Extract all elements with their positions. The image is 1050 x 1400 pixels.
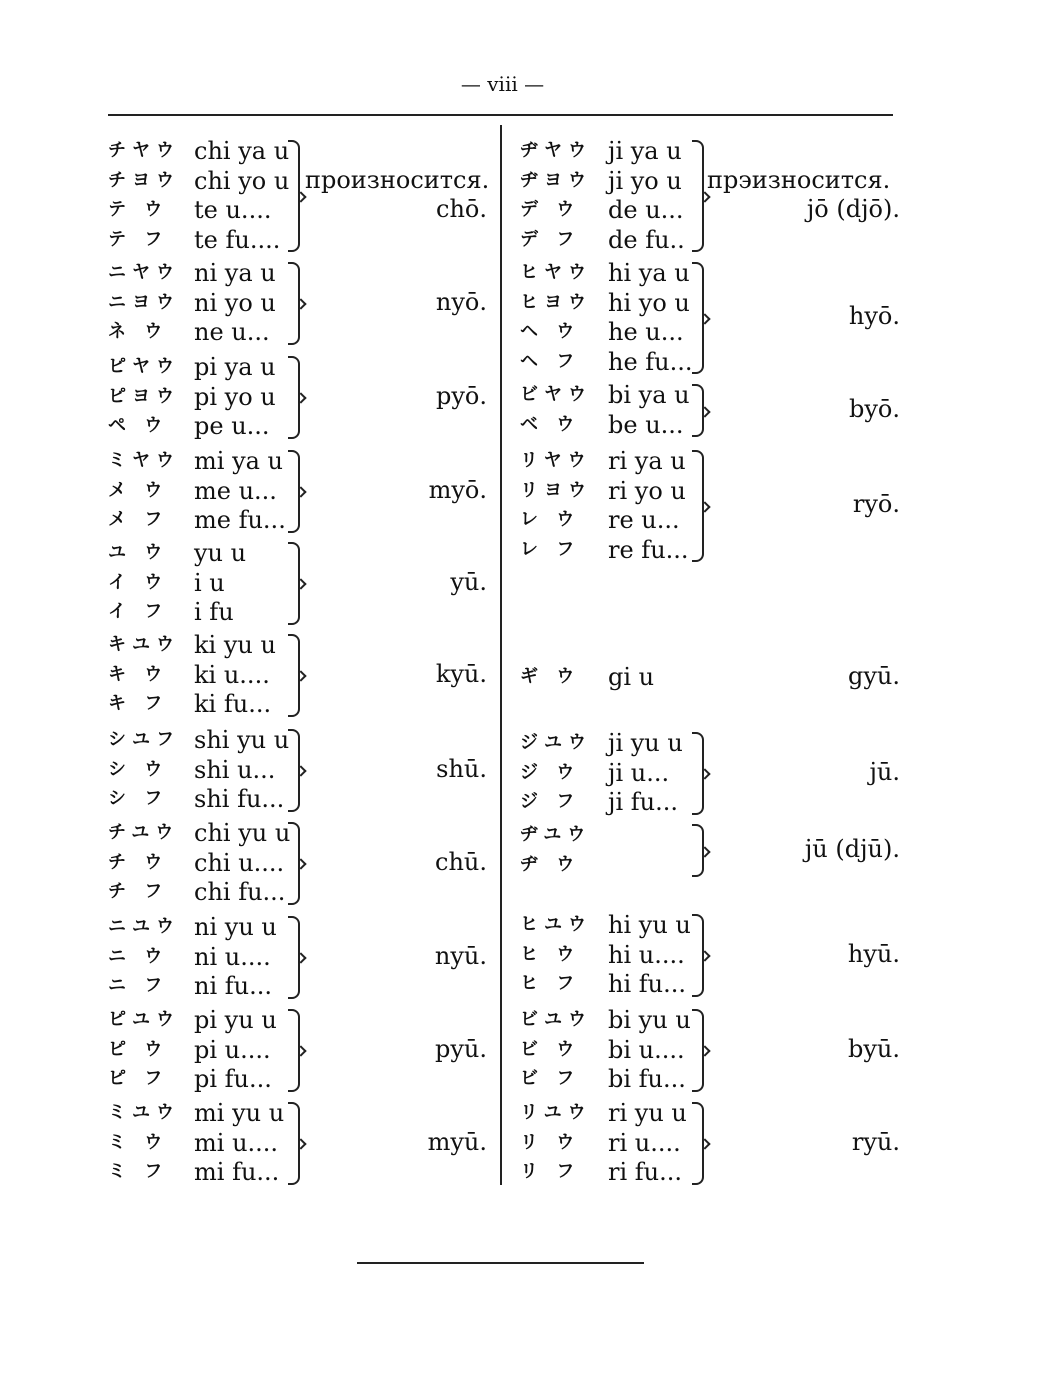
kana-spelling: ヒヤウ [520, 262, 592, 283]
kana-spelling: ヒヨウ [520, 291, 592, 313]
romaji-spelling: ri yo u [608, 476, 686, 505]
romaji-spelling: ni fu... [194, 972, 272, 1000]
romaji-spelling: de u... [608, 196, 684, 224]
kana-spelling: ピ フ [108, 1068, 169, 1089]
kana-spelling: ジ フ [520, 791, 581, 812]
romaji-spelling: ri fu... [608, 1158, 683, 1186]
pronounced-label: прэизносится. [707, 165, 891, 194]
kana-spelling: ヒ ウ [520, 943, 581, 965]
kana-spelling: ヂユウ [520, 824, 592, 845]
romaji-spelling: mi fu... [194, 1158, 280, 1186]
romaji-spelling: ki u.... [194, 660, 270, 689]
kana-spelling: イ フ [108, 601, 169, 622]
romaji-spelling: chi yu u [194, 819, 291, 847]
romaji-spelling: hi ya u [608, 259, 690, 287]
romaji-spelling: pi yo u [194, 382, 276, 411]
pronunciation: byō. [849, 394, 900, 423]
kana-spelling: ピ ウ [108, 1038, 169, 1060]
kana-spelling: ヂ ウ [520, 853, 581, 875]
romaji-spelling: de fu.. [608, 225, 685, 254]
kana-spelling: ニヤウ [108, 262, 180, 283]
romaji-spelling: ji u... [608, 758, 670, 787]
romaji-spelling: shi u... [194, 755, 276, 784]
romaji-spelling: mi ya u [194, 447, 284, 475]
romaji-spelling: pi u.... [194, 1035, 271, 1064]
pronunciation: chū. [435, 847, 487, 876]
kana-spelling: ビ ウ [520, 1038, 581, 1060]
kana-spelling: デ フ [520, 228, 581, 250]
romaji-spelling: re fu... [608, 535, 689, 564]
bottom-rule [357, 1262, 644, 1264]
kana-spelling: レ フ [520, 538, 581, 560]
kana-spelling: ビユウ [520, 1009, 592, 1030]
kana-spelling: チヤウ [108, 140, 180, 161]
romaji-spelling: bi fu... [608, 1065, 686, 1093]
romaji-spelling: yu u [194, 539, 247, 567]
pronunciation: yū. [450, 567, 487, 596]
kana-spelling: テ ウ [108, 199, 169, 220]
pronunciation: hyō. [848, 302, 900, 331]
romaji-spelling: i fu [194, 598, 234, 626]
romaji-spelling: bi ya u [608, 381, 690, 409]
kana-spelling: キ フ [108, 693, 169, 714]
pronunciation: pyū. [434, 1034, 487, 1063]
romaji-spelling: ji yu u [608, 729, 683, 757]
pronunciation: gyū. [847, 662, 900, 690]
romaji-spelling: ni yu u [194, 913, 277, 941]
kana-spelling: ピユウ [108, 1009, 180, 1030]
pronunciation: jū. [869, 757, 900, 786]
kana-spelling: メ フ [108, 509, 169, 530]
romaji-spelling: ni yo u [194, 288, 276, 317]
kana-spelling: ミヤウ [108, 450, 180, 471]
kana-spelling: ミ ウ [108, 1131, 169, 1153]
romaji-spelling: he u... [608, 318, 684, 346]
romaji-spelling: ji fu... [608, 788, 678, 816]
kana-spelling: ヘ フ [520, 350, 581, 372]
kana-spelling: ニ ウ [108, 945, 169, 967]
kana-spelling: ビ フ [520, 1068, 581, 1089]
pronunciation: pyō. [436, 381, 487, 410]
kana-spelling: ニユウ [108, 916, 180, 937]
romaji-spelling: bi yu u [608, 1006, 691, 1034]
romaji-spelling: chi ya u [194, 137, 290, 165]
romaji-spelling: ri ya u [608, 447, 686, 475]
kana-spelling: シ ウ [108, 758, 169, 780]
kana-spelling: チユウ [108, 822, 180, 843]
pronunciation: jō (djō). [806, 195, 900, 223]
kana-spelling: ビヤウ [520, 384, 592, 405]
kana-spelling: ミ フ [108, 1161, 169, 1182]
kana-spelling: ヒユウ [520, 914, 592, 935]
kana-spelling: ベ ウ [520, 413, 581, 435]
kana-spelling: ジユウ [520, 732, 592, 753]
kana-spelling: リ フ [520, 1161, 581, 1182]
kana-spelling: シ フ [108, 788, 169, 809]
romaji-spelling: re u... [608, 506, 680, 534]
romaji-spelling: ni ya u [194, 259, 276, 287]
romaji-spelling: chi fu... [194, 878, 286, 906]
kana-spelling: ニ フ [108, 975, 169, 996]
pronunciation: nyō. [435, 287, 487, 316]
romaji-spelling: hi u.... [608, 940, 685, 969]
pronounced-label: произносится. [305, 165, 490, 194]
column-divider [500, 125, 502, 1185]
kana-spelling: ギ ウ [520, 666, 581, 687]
kana-spelling: リヤウ [520, 450, 592, 471]
kana-spelling: テ フ [108, 228, 169, 250]
romaji-spelling: ki fu... [194, 690, 272, 718]
pronunciation: shū. [436, 754, 487, 783]
romaji-spelling: gi u [608, 663, 655, 691]
kana-spelling: ヒ フ [520, 973, 581, 994]
kana-spelling: ペ ウ [108, 415, 169, 436]
romaji-spelling: ne u... [194, 318, 270, 346]
kana-spelling: デ ウ [520, 199, 581, 220]
romaji-spelling: chi u.... [194, 848, 285, 877]
kana-spelling: シユフ [108, 729, 180, 750]
romaji-spelling: hi yo u [608, 288, 690, 317]
pronunciation: nyū. [434, 941, 487, 970]
kana-spelling: ミユウ [108, 1102, 180, 1123]
pronunciation: chō. [436, 195, 487, 223]
romaji-spelling: te u.... [194, 196, 272, 224]
romaji-spelling: pi fu... [194, 1065, 272, 1093]
kana-spelling: リヨウ [520, 479, 592, 501]
romaji-spelling: ri u.... [608, 1128, 681, 1157]
romaji-spelling: hi yu u [608, 911, 691, 939]
pronunciation: kyū. [435, 659, 487, 688]
kana-spelling: イ ウ [108, 571, 169, 593]
kana-spelling: チ フ [108, 881, 169, 902]
kana-spelling: ニヨウ [108, 291, 180, 313]
romaji-spelling: shi fu... [194, 785, 285, 813]
kana-spelling: ヂヨウ [520, 169, 592, 191]
kana-spelling: リ ウ [520, 1131, 581, 1153]
romaji-spelling: he fu... [608, 347, 693, 376]
kana-spelling: レ ウ [520, 509, 581, 530]
romaji-spelling: ri yu u [608, 1099, 687, 1127]
romaji-spelling: me fu... [194, 506, 286, 534]
page-number: — viii — [460, 72, 545, 96]
pronunciation: ryū. [851, 1127, 900, 1156]
pronunciation: myū. [427, 1127, 487, 1156]
romaji-spelling: mi yu u [194, 1099, 285, 1127]
romaji-spelling: be u... [608, 410, 684, 439]
kana-spelling: チヨウ [108, 169, 180, 191]
kana-spelling: リユウ [520, 1102, 592, 1123]
romaji-spelling: ji yo u [608, 166, 682, 195]
pronunciation: jū (djū). [804, 834, 900, 863]
kana-spelling: ヘ ウ [520, 321, 581, 342]
kana-spelling: ネ ウ [108, 321, 169, 342]
romaji-spelling: i u [194, 568, 225, 597]
romaji-spelling: hi fu... [608, 970, 686, 998]
pronunciation: ryō. [852, 490, 900, 519]
romaji-spelling: ki yu u [194, 631, 276, 659]
pronunciation: myō. [428, 475, 487, 504]
romaji-spelling: pi ya u [194, 353, 276, 381]
romaji-spelling: chi yo u [194, 166, 290, 195]
kana-spelling: キユウ [108, 634, 180, 655]
kana-spelling: ピヨウ [108, 385, 180, 407]
pronunciation: byū. [847, 1034, 900, 1063]
kana-spelling: ユ ウ [108, 542, 169, 563]
kana-spelling: ヂヤウ [520, 140, 592, 161]
kana-spelling: キ ウ [108, 663, 169, 685]
romaji-spelling: pi yu u [194, 1006, 277, 1034]
kana-spelling: ピヤウ [108, 356, 180, 377]
romaji-spelling: mi u.... [194, 1128, 279, 1157]
romaji-spelling: pe u... [194, 412, 270, 440]
romaji-spelling: bi u.... [608, 1035, 685, 1064]
kana-spelling: チ ウ [108, 851, 169, 873]
top-rule [108, 114, 893, 116]
pronunciation: hyū. [847, 939, 900, 968]
romaji-spelling: me u... [194, 476, 277, 505]
romaji-spelling: te fu.... [194, 225, 281, 254]
kana-spelling: メ ウ [108, 479, 169, 501]
romaji-spelling: ni u.... [194, 942, 271, 971]
romaji-spelling: shi yu u [194, 726, 290, 754]
kana-spelling: ジ ウ [520, 761, 581, 783]
romaji-spelling: ji ya u [608, 137, 682, 165]
